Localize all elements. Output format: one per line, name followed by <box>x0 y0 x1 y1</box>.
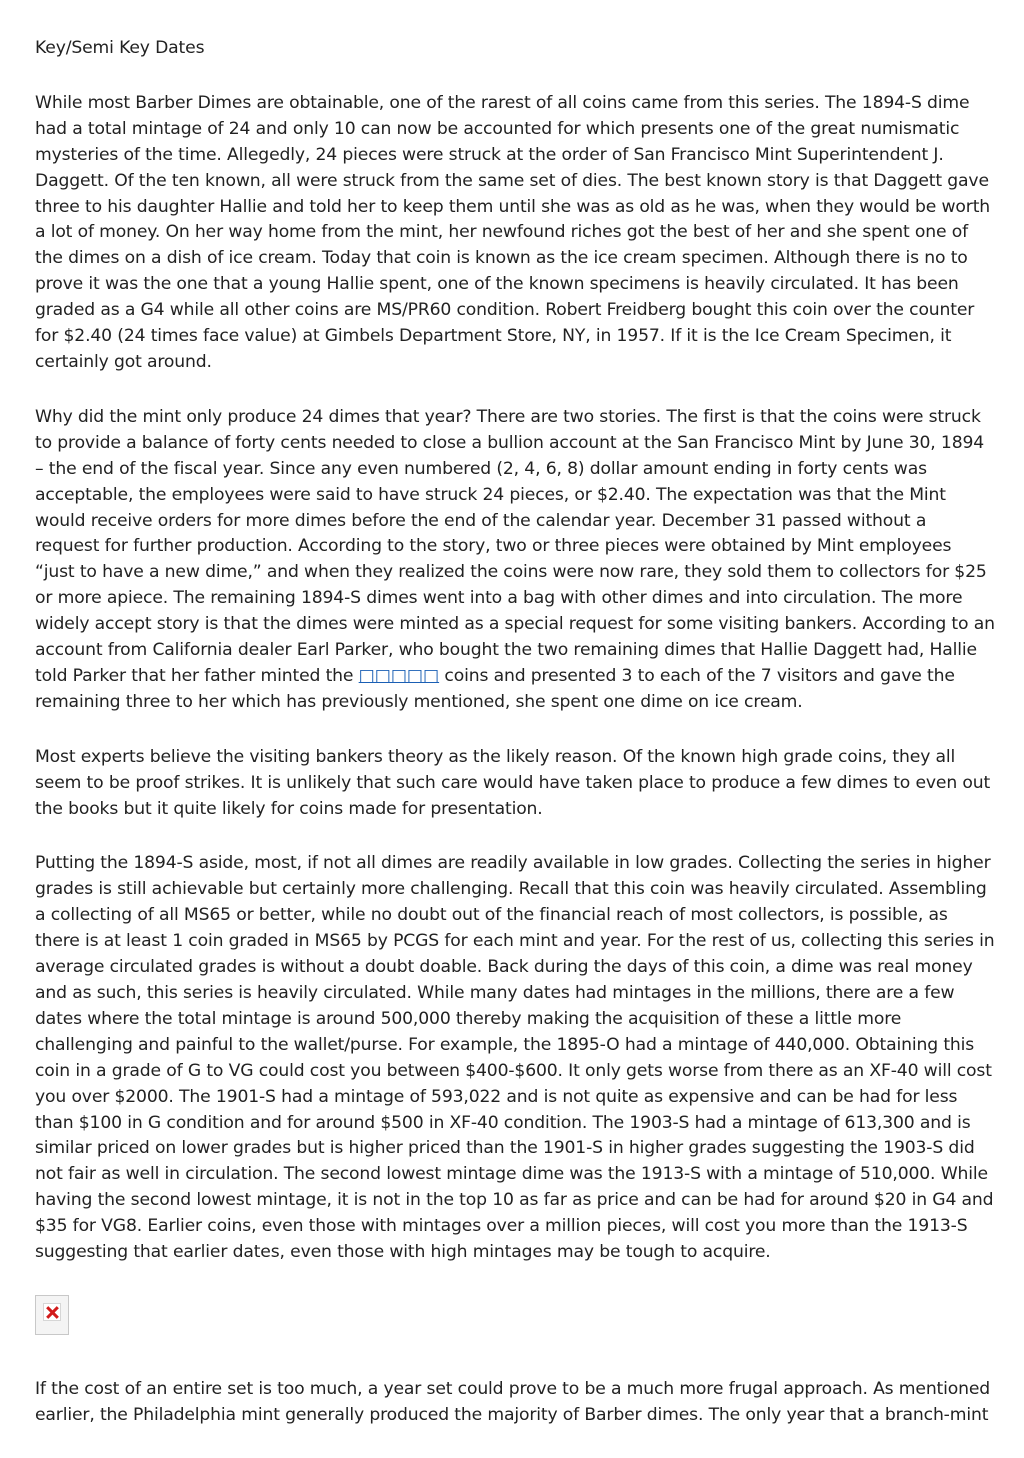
paragraph-1894s-dime: While most Barber Dimes are obtainable, one of the rarest of all coins came from this series. The 1894-S dime had a total mintage of 24 and only 10 can now be accounted for which presents one of the great numismatic mysteries of the time. Allegedly, 24 pieces were struck at the order of San Francisco Mint Superintendent J. Daggett. Of the ten known, all were struck from the same set of dies. The best known story is that Daggett gave three to his daughter Hallie and told her to keep them until she was as old as he was, when they would be worth a lot of money. On her way home from the mint, her newfound riches got the best of her and she spent one of the dimes on a dish of ice cream. Today that coin is known as the ice cream specimen. Although there is no to prove it was the one that a young Hallie spent, one of the known specimens is heavily circulated. It has been graded as a G4 while all other coins are MS/PR60 condition. Robert Freidberg bought this coin over the counter for $2.40 (24 times face value) at Gimbels Department Store, NY, in 1957. If it is the Ice Cream Specimen, it certainly got around. <box>35 92 991 372</box>
paragraph-collecting-grades: Putting the 1894-S aside, most, if not all dimes are readily available in low grades. Collecting the series in higher grades is still achievable but certainly more challenging. Recall that this coin was heavily circulated. Assembling a collecting of all MS65 or better, while no doubt out of the financial reach of most collectors, is possible, as there is at least 1 coin graded in MS65 by PCGS for each mint and year. For the rest of us, collecting this series in average circulated grades is without a doubt doable. Back during the days of this coin, a dime was real money and as such, this series is heavily circulated. While many dates had mintages in the millions, there are a few dates where the total mintage is around 500,000 thereby making the acquisition of these a little more challenging and painful to the wallet/purse. For example, the 1895-O had a mintage of 440,000. Obtaining this coin in a grade of G to VG could cost you between $400-$600. It only gets worse from there as an XF-40 will cost you over $2000. The 1901-S had a mintage of 593,022 and is not quite as expensive and can be had for less than $100 in G condition and for around $500 in XF-40 condition. The 1903-S had a mintage of 613,300 and is similar priced on lower grades but is higher priced than the 1901-S in higher grades suggesting the 1903-S did not fair as well in circulation. The second lowest mintage dime was the 1913-S with a mintage of 510,000. While having the second lowest mintage, it is not in the top 10 as far as price and can be had for around $20 in G4 and $35 for VG8. Earlier coins, even those with mintages over a million pieces, will cost you more than the 1913-S suggesting that earlier dates, even those with high mintages may be tough to acquire. <box>35 853 995 1263</box>
inline-link[interactable]: □□□□□ <box>358 665 440 686</box>
broken-image-icon <box>35 1295 69 1335</box>
paragraph-text-before-link: Why did the mint only produce 24 dimes that year? There are two stories. The first is that the coins were struck to provide a balance of forty cents needed to close a bullion account at the San Francisco Mint by June 30, 1894 – the end of the fiscal year. Since any even numbered (2, 4, 6, 8) dollar amount ending in forty cents was acceptable, the employees were said to have struck 24 pieces, or $2.40. The expectation was that the Mint would receive orders for more dimes before the end of the calendar year. December 31 passed without a request for further production. According to the story, two or three pieces were obtained by Mint employees “just to have a new dime,” and when they realized the coins were now rare, they sold them to collectors for $25 or more apiece. The remaining 1894-S dimes went into a bag with other dimes and into circulation. The more widely accept story is that the dimes were minted as a special request for some visiting bankers. According to an account from California dealer Earl Parker, who bought the two remaining dimes that Hallie Daggett had, Hallie told Parker that her father minted the <box>35 406 995 686</box>
red-x-icon <box>43 1303 61 1321</box>
paragraph-experts-theory: Most experts believe the visiting bankers theory as the likely reason. Of the known high grade coins, they all seem to be proof strikes. It is unlikely that such care would have taken place to produce a few dimes to even out the books but it quite likely for coins made for presentation. <box>35 746 991 819</box>
paragraph-text-after-link: coins and presented 3 to each of the 7 visitors and gave the remaining three to her which has previously mentioned, she spent one dime on ice cream. <box>35 665 955 712</box>
section-heading: Key/Semi Key Dates <box>35 38 205 58</box>
article-body <box>35 36 995 1458</box>
paragraph-why-24-dimes <box>35 405 995 716</box>
paragraph-year-set: If the cost of an entire set is too much, a year set could prove to be a much more frugal approach. As mentioned earlier, the Philadelphia mint generally produced the majority of Barber dimes. The only year that a branch-mint <box>35 1378 991 1425</box>
